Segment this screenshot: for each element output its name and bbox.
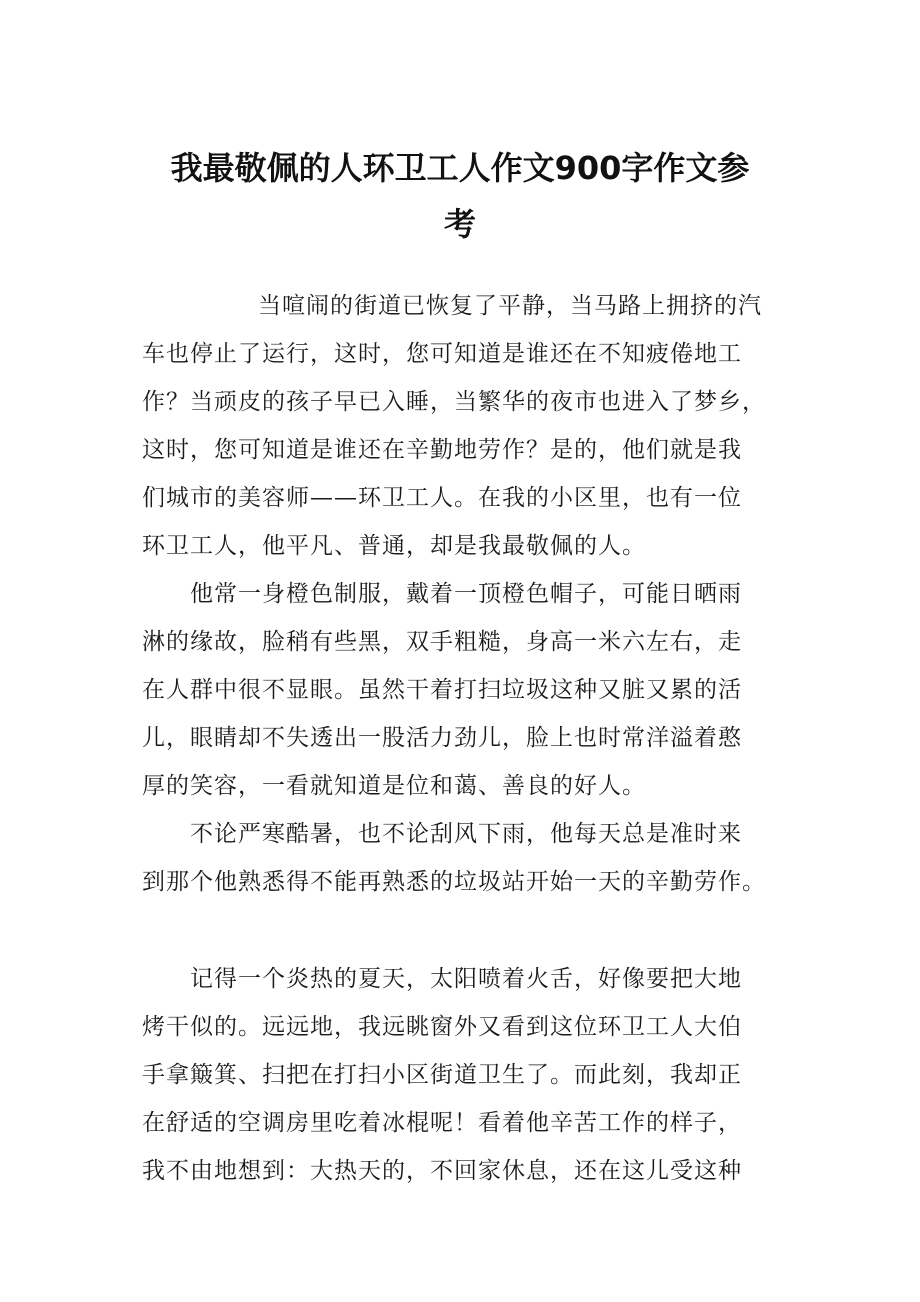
- paragraph-line: 这时，您可知道是谁还在辛勤地劳作？是的，他们就是我: [142, 437, 742, 463]
- paragraph-line: 他常一身橙色制服，戴着一顶橙色帽子，可能日晒雨: [190, 581, 742, 607]
- paragraph-line: 烤干似的。远远地，我远眺窗外又看到这位环卫工人大伯: [142, 1014, 742, 1040]
- document-title: [140, 140, 780, 252]
- paragraph-line: 不论严寒酷暑，也不论刮风下雨，他每天总是准时来: [190, 821, 742, 847]
- paragraph-line: 淋的缘故，脸稍有些黑，双手粗糙，身高一米六左右，走: [142, 629, 742, 655]
- paragraph-line: 车也停止了运行，这时，您可知道是谁还在不知疲倦地工: [142, 341, 742, 367]
- paragraph-line: 环卫工人，他平凡、普通，却是我最敬佩的人。: [142, 533, 646, 559]
- title-line-2: 考: [443, 205, 476, 243]
- title-line-1: 我最敬佩的人环卫工人作文900字作文参: [170, 149, 750, 187]
- paragraph-line: 儿，眼睛却不失透出一股活力劲儿，脸上也时常洋溢着憨: [142, 725, 742, 751]
- paragraph-line: 在舒适的空调房里吃着冰棍呢！看着他辛苦工作的样子，: [142, 1110, 742, 1136]
- paragraph-line: 到那个他熟悉得不能再熟悉的垃圾站开始一天的辛勤劳作。: [142, 869, 766, 895]
- paragraph-line: 厚的笑容，一看就知道是位和蔼、善良的好人。: [142, 773, 646, 799]
- paragraph-line: 们城市的美容师——环卫工人。在我的小区里，也有一位: [142, 485, 742, 511]
- paragraph-line: 在人群中很不显眼。虽然干着打扫垃圾这种又脏又累的活: [142, 677, 742, 703]
- paragraph-line: 手拿簸箕、扫把在打扫小区街道卫生了。而此刻，我却正: [142, 1062, 742, 1088]
- paragraph-line: 当喧闹的街道已恢复了平静，当马路上拥挤的汽: [258, 293, 762, 319]
- paragraph-line: 记得一个炎热的夏天，太阳喷着火舌，好像要把大地: [190, 966, 742, 992]
- paragraph-line: 作？当顽皮的孩子早已入睡，当繁华的夜市也进入了梦乡，: [142, 389, 766, 415]
- paragraph-line: 我不由地想到：大热天的，不回家休息，还在这儿受这种: [142, 1158, 742, 1184]
